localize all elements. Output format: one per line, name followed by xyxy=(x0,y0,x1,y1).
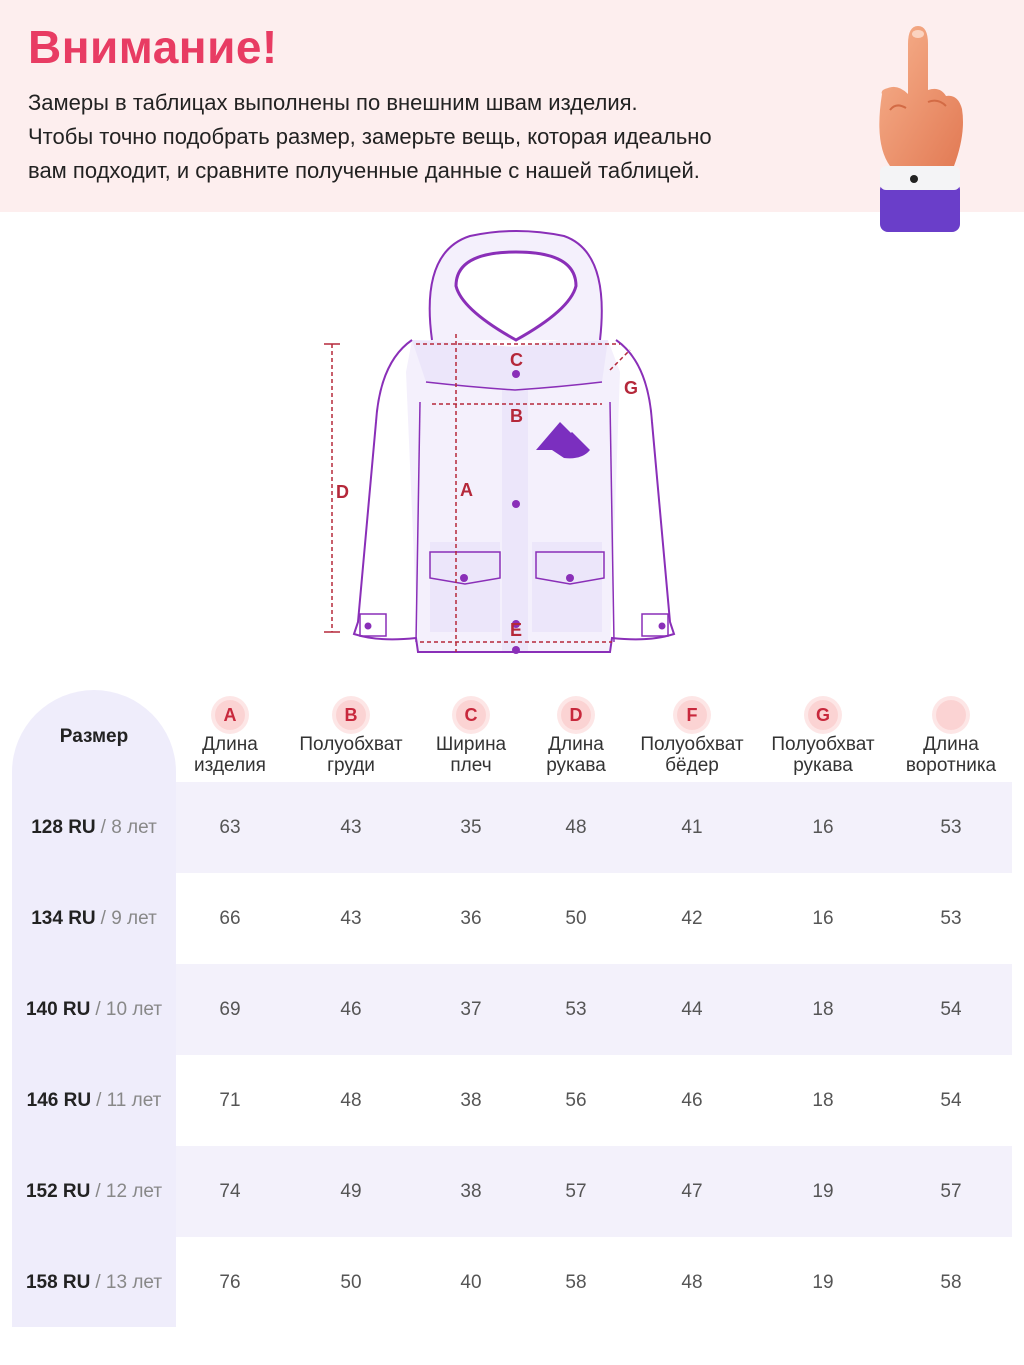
column-header-d xyxy=(511,700,641,776)
table-cell: 42 xyxy=(681,907,703,929)
column-name-line: плеч xyxy=(450,755,492,776)
table-cell: 38 xyxy=(460,1089,482,1111)
table-row xyxy=(12,1055,1012,1146)
size-age: / 10 лет xyxy=(95,998,163,1020)
column-badge: B xyxy=(336,700,366,730)
table-cell: 18 xyxy=(812,1089,834,1111)
size-age: / 12 лет xyxy=(95,1180,163,1202)
table-cell: 16 xyxy=(812,816,834,838)
measure-label-e: E xyxy=(510,620,523,640)
jacket-diagram xyxy=(320,222,700,672)
table-cell: 48 xyxy=(340,1089,362,1111)
size-header: Размер xyxy=(59,726,129,747)
column-name-line: Длина xyxy=(923,734,979,755)
table-cell: 74 xyxy=(219,1180,241,1202)
table-cell: 46 xyxy=(340,998,362,1020)
table-cell: 35 xyxy=(460,816,482,838)
size-ru: 146 RU xyxy=(26,1089,92,1111)
table-cell: 41 xyxy=(681,816,703,838)
size-age: / 11 лет xyxy=(96,1089,162,1111)
banner-line: Замеры в таблицах выполнены по внешним швам изделия. xyxy=(28,90,638,115)
pointing-hand-icon xyxy=(862,14,982,236)
table-cell: 38 xyxy=(460,1180,482,1202)
column-header-a xyxy=(165,700,295,776)
table-row xyxy=(12,1237,1012,1328)
column-header-f xyxy=(627,700,757,776)
column-badge: G xyxy=(808,700,838,730)
table-cell: 43 xyxy=(340,816,362,838)
column-name-line: Ширина xyxy=(435,734,507,755)
table-cell: 19 xyxy=(812,1180,834,1202)
column-name-line: груди xyxy=(327,755,375,776)
column-badge xyxy=(936,700,966,730)
size-ru: 128 RU xyxy=(31,816,96,838)
table-cell: 54 xyxy=(940,998,962,1020)
table-cell: 40 xyxy=(460,1271,482,1293)
table-row xyxy=(12,782,1012,873)
column-name-line: рукава xyxy=(546,755,606,776)
column-name-line: Полуобхват xyxy=(640,734,744,755)
table-cell: 48 xyxy=(681,1271,703,1293)
size-age: / 9 лет xyxy=(100,907,157,929)
table-cell: 54 xyxy=(940,1089,962,1111)
table-cell: 63 xyxy=(219,816,241,838)
table-cell: 76 xyxy=(219,1271,241,1293)
table-row xyxy=(12,873,1012,964)
table-cell: 37 xyxy=(460,998,482,1020)
size-cell xyxy=(12,1146,176,1237)
size-ru: 158 RU xyxy=(25,1271,91,1293)
column-name-line: бёдер xyxy=(665,755,719,776)
table-cell: 36 xyxy=(460,907,482,929)
table-cell: 46 xyxy=(681,1089,703,1111)
table-cell: 43 xyxy=(340,907,362,929)
column-badge: A xyxy=(215,700,245,730)
table-cell: 44 xyxy=(681,998,703,1020)
column-header-b xyxy=(286,700,416,776)
table-cell: 50 xyxy=(565,907,587,929)
column-name-line: рукава xyxy=(793,755,853,776)
size-cell xyxy=(12,782,176,873)
table-cell: 53 xyxy=(565,998,587,1020)
size-cell xyxy=(12,873,176,964)
measure-label-a: A xyxy=(460,480,473,500)
measure-label-b: B xyxy=(510,406,523,426)
column-name-line: Длина xyxy=(548,734,604,755)
table-cell: 57 xyxy=(565,1180,587,1202)
table-cell: 48 xyxy=(565,816,587,838)
column-name-line: воротника xyxy=(905,755,997,776)
table-cell: 53 xyxy=(940,907,962,929)
table-row xyxy=(12,964,1012,1055)
table-cell: 16 xyxy=(812,907,834,929)
size-ru: 152 RU xyxy=(25,1180,91,1202)
banner-line: вам подходит, и сравните полученные данные с нашей таблицей. xyxy=(28,158,700,183)
table-cell: 18 xyxy=(812,998,834,1020)
table-cell: 69 xyxy=(219,998,241,1020)
banner-title: Внимание! xyxy=(28,21,278,73)
size-cell xyxy=(12,1055,176,1146)
banner-line: Чтобы точно подобрать размер, замерьте вещь, которая идеально xyxy=(28,124,712,149)
column-badge: F xyxy=(677,700,707,730)
size-age: / 13 лет xyxy=(95,1271,163,1293)
table-cell: 71 xyxy=(219,1089,241,1111)
table-cell: 47 xyxy=(681,1180,703,1202)
table-cell: 53 xyxy=(940,816,962,838)
column-name-line: Полуобхват xyxy=(299,734,403,755)
column-name-line: Длина xyxy=(202,734,258,755)
banner-text xyxy=(28,86,848,188)
size-cell xyxy=(12,1237,176,1328)
size-cell xyxy=(12,964,176,1055)
measure-label-g: G xyxy=(624,378,639,398)
size-ru: 134 RU xyxy=(31,907,96,929)
table-row xyxy=(12,1146,1012,1237)
size-age: / 8 лет xyxy=(100,816,157,838)
column-header-collar xyxy=(886,700,1016,776)
column-badge: D xyxy=(561,700,591,730)
measure-label-c: C xyxy=(510,350,523,370)
measure-label-d: D xyxy=(336,482,349,502)
column-name-line: изделия xyxy=(194,755,266,776)
column-badge: C xyxy=(456,700,486,730)
table-cell: 50 xyxy=(340,1271,362,1293)
table-cell: 19 xyxy=(812,1271,834,1293)
table-cell: 57 xyxy=(940,1180,962,1202)
table-cell: 58 xyxy=(940,1271,962,1293)
table-cell: 49 xyxy=(340,1180,362,1202)
table-cell: 56 xyxy=(565,1089,587,1111)
column-name-line: Полуобхват xyxy=(771,734,875,755)
column-header-g xyxy=(758,700,888,776)
table-cell: 58 xyxy=(565,1271,587,1293)
table-cell: 66 xyxy=(219,907,241,929)
size-ru: 140 RU xyxy=(25,998,91,1020)
